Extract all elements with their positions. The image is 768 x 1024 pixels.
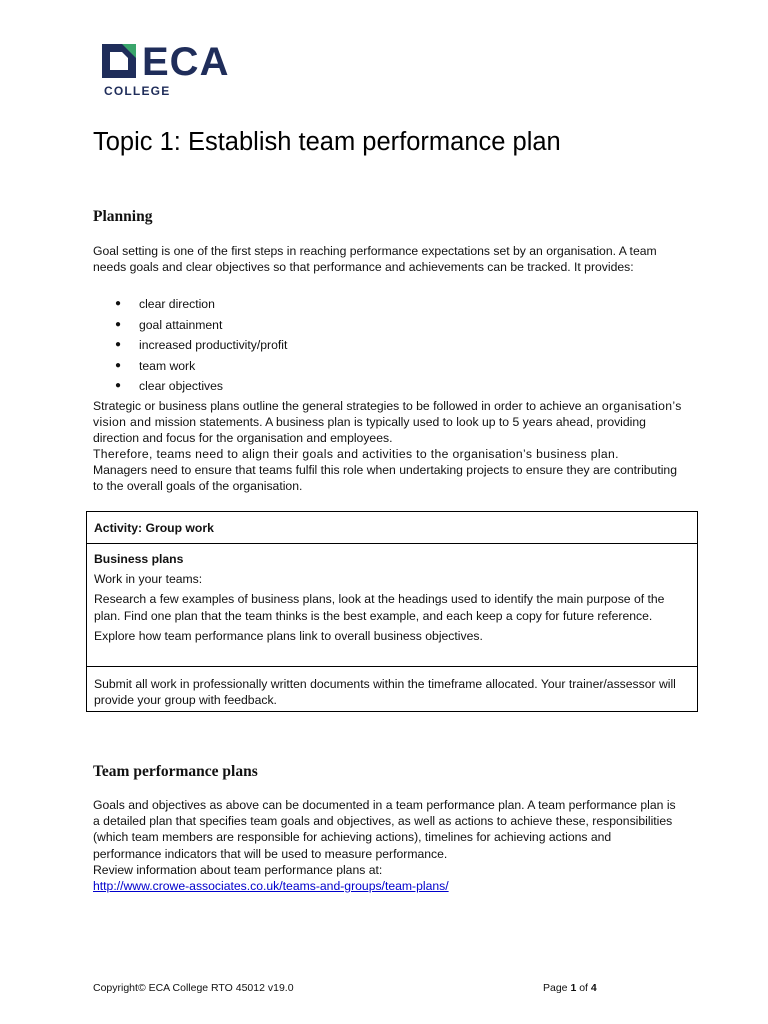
activity-subheading: Business plans [94, 552, 184, 566]
benefits-list [93, 295, 287, 398]
list-item: ● clear objectives [115, 379, 223, 393]
activity-line: Research a few examples of business plans, look at the headings used to identify the main purpose of the plan. Find one plan that the team thinks is the best example, and each keep a copy for future reference. [94, 592, 665, 623]
activity-line: Explore how team performance plans link to overall business objectives. [94, 628, 483, 643]
list-item: ● clear direction [115, 297, 215, 311]
bullet-icon: ● [115, 298, 122, 309]
planning-intro: Goal setting is one of the first steps in reaching performance expectations set by an organisation. A team needs goals and clear objectives so that performance and achievements can be tracked. It provides: [93, 244, 657, 275]
activity-line: Work in your teams: [94, 572, 203, 587]
strategic-plans-paragraph: Strategic or business plans outline the general strategies to be followed in order to achieve an organisation’s vision and mission statements. A business plan is typically used to look up to 5 years ahead, providing direction and focus for the organisation and employees. [93, 399, 682, 446]
footer-copyright: Copyright© ECA College RTO 45012 v19.0 [93, 982, 294, 994]
page-title: Topic 1: Establish team performance plan [93, 128, 561, 156]
footer-page-number: Page 1 of 4 [543, 982, 597, 994]
eca-logo-mark-icon [102, 44, 136, 78]
section-heading-team-plans: Team performance plans [93, 763, 258, 780]
list-item: ● increased productivity/profit [115, 338, 288, 352]
logo-text: ECA [142, 40, 230, 84]
alignment-paragraph: Therefore, teams need to align their goals and activities to the organisation’s business plan. Managers need to ensure that teams fulfil this role when undertaking projects to ensure they are contributing to the overall goals of the organisation. [93, 447, 677, 494]
team-plans-link[interactable]: http://www.crowe-associates.co.uk/teams-and-groups/team-plans/ [93, 879, 449, 894]
bullet-icon: ● [115, 380, 122, 391]
activity-box [86, 511, 698, 712]
team-plans-paragraph: Goals and objectives as above can be documented in a team performance plan. A team performance plan is a detailed plan that specifies team goals and objectives, as well as actions to achieve these, responsibilities (which team members are responsible for achieving actions), timelines for achieving actions and performance indicators that will be used to measure performance. Review information about team performance plans at: http://www.crowe-associates.co.uk/teams-and-groups/team-plans/ [93, 798, 676, 894]
activity-header: Activity: Group work [87, 512, 697, 544]
list-item: ● team work [115, 358, 196, 373]
bullet-icon: ● [115, 339, 122, 350]
section-heading-planning: Planning [93, 208, 153, 225]
activity-body [87, 544, 697, 667]
activity-footer: Submit all work in professionally written documents within the timeframe allocated. Your trainer/assessor will provide your group with feedback. [94, 677, 676, 708]
list-item: ● goal attainment [115, 317, 223, 332]
bullet-icon: ● [115, 318, 122, 330]
eca-college-logo [102, 40, 272, 100]
logo-subtext: COLLEGE [104, 84, 171, 98]
bullet-icon: ● [115, 359, 122, 371]
